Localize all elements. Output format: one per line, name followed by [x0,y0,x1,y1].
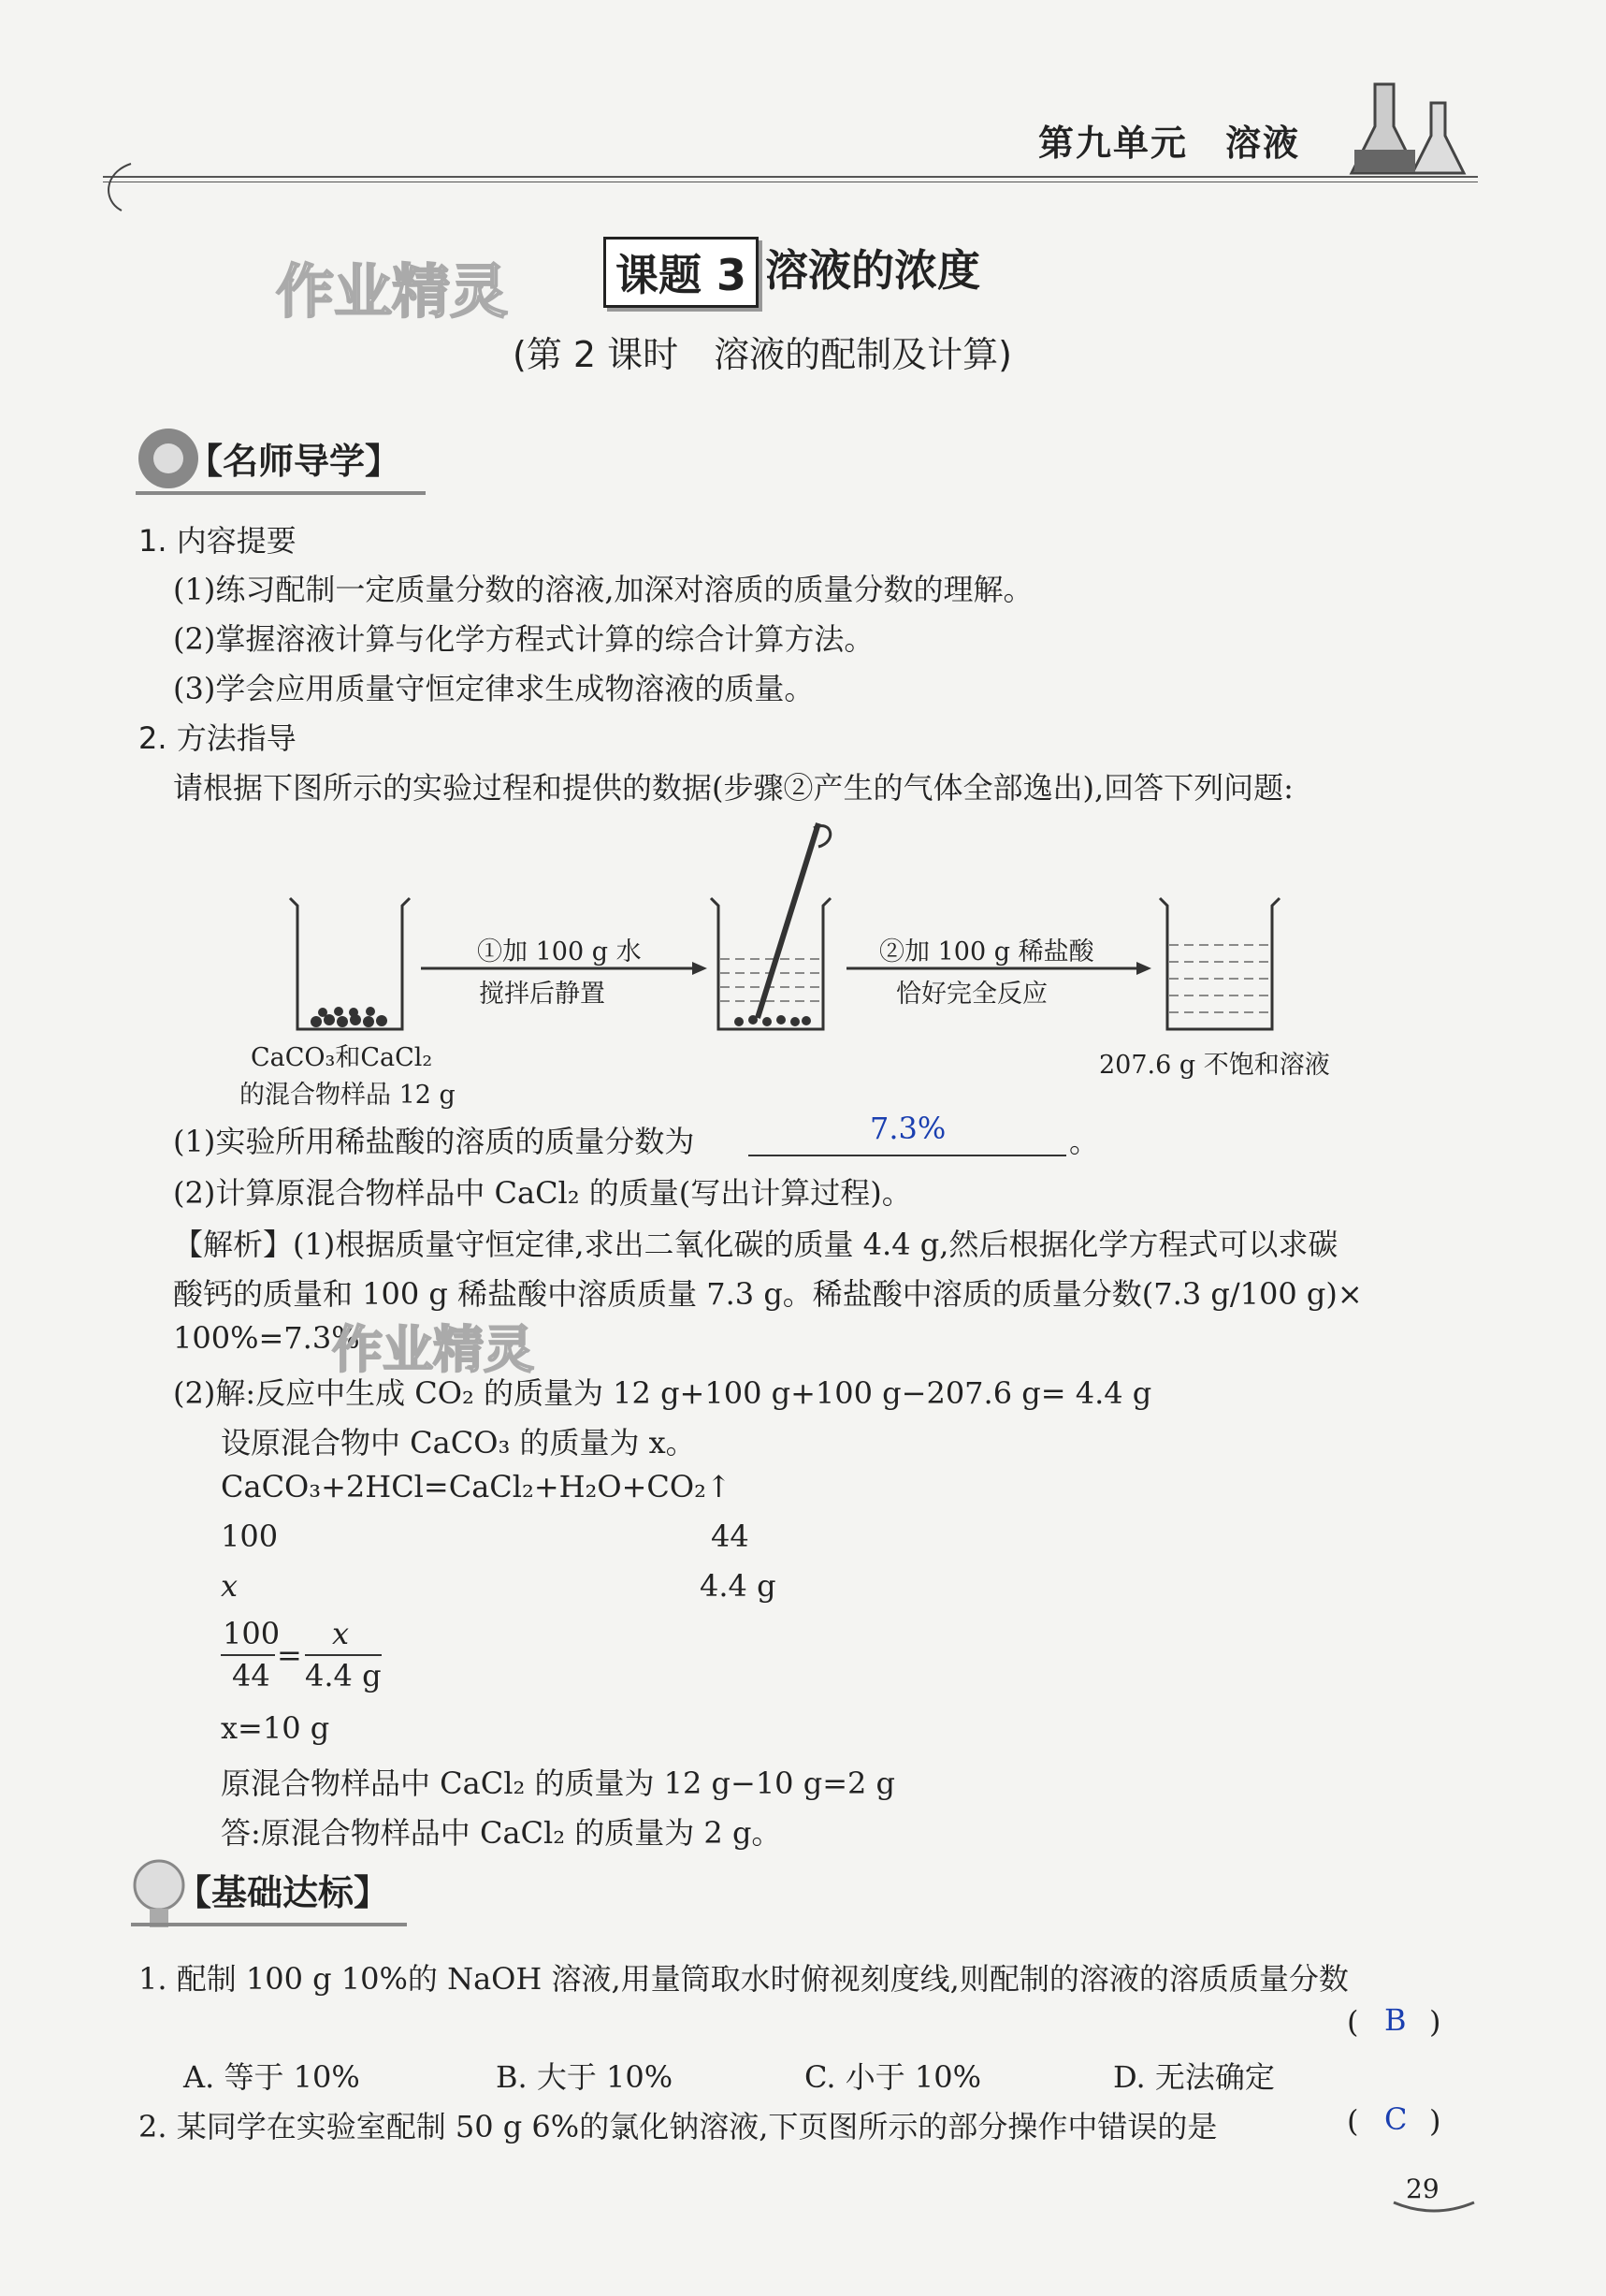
step2-top-label: ②加 100 g 稀盐酸 [879,937,1094,966]
method-intro: 请根据下图所示的实验过程和提供的数据(步骤②产生的气体全部逸出),回答下列问题: [173,770,1294,806]
section-title-guide: 【名师导学】 [187,441,401,482]
section-underline [136,491,426,495]
beaker-1 [290,898,410,1029]
molar-mass-2: 44 [711,1519,749,1554]
known-mass: 4.4 g [700,1568,776,1604]
analysis-line-3: 100%=7.3% [173,1320,360,1356]
step2-bottom-label: 恰好完全反应 [896,980,1048,1009]
question-1: (1)实验所用稀盐酸的溶质的质量分数为 [173,1124,695,1159]
result-label: 207.6 g 不饱和溶液 [1099,1051,1330,1080]
sample-label-1: CaCO₃和CaCl₂ [251,1043,433,1072]
fraction-bar-2 [305,1654,382,1656]
page-number: 29 [1406,2173,1440,2204]
option-b: B. 大于 10% [496,2059,673,2095]
summary-item-2: (2)掌握溶液计算与化学方程式计算的综合计算方法。 [173,621,875,657]
fraction-numerator-2: x [332,1616,350,1651]
step1-bottom-label: 搅拌后静置 [479,980,605,1009]
analysis-line-4: (2)解:反应中生成 CO₂ 的质量为 12 g+100 g+100 g−207.6 g= 4.4 g [173,1375,1152,1411]
answer-blank [748,1155,1066,1156]
subheading-summary: 1. 内容提要 [138,523,297,559]
beaker-3 [1160,898,1280,1029]
question-1-end: 。 [1069,1124,1100,1159]
exercise-2-paren-left: ( [1347,2103,1359,2139]
swirl-icon [94,154,150,220]
analysis-line-5: 设原混合物中 CaCO₃ 的质量为 x。 [221,1425,696,1460]
lesson-number-box: 课题 3 [603,237,759,308]
question-2: (2)计算原混合物样品中 CaCl₂ 的质量(写出计算过程)。 [173,1175,912,1211]
subheading-method: 2. 方法指导 [138,720,297,756]
section-underline-2 [131,1923,407,1926]
sample-label-2: 的混合物样品 12 g [239,1081,456,1110]
molar-mass-1: 100 [221,1519,279,1554]
header-rule [103,176,1478,178]
exercise-1-paren-right: ) [1429,2004,1441,2040]
section-title-basic: 【基础达标】 [176,1872,390,1913]
watermark-middle: 作业精灵 [332,1320,534,1379]
beaker-2 [711,823,831,1029]
analysis-line-7: 答:原混合物样品中 CaCl₂ 的质量为 2 g。 [221,1815,782,1851]
answer-q1: 7.3% [870,1111,947,1146]
experiment-diagram [234,805,1309,1048]
exercise-1-answer: B [1384,2002,1407,2038]
summary-item-3: (3)学会应用质量守恒定律求生成物溶液的质量。 [173,671,815,706]
exercise-1-paren-left: ( [1347,2004,1359,2040]
watermark-top: 作业精灵 [276,257,509,326]
page-number-ornament [1392,2199,1476,2217]
option-c: C. 小于 10% [804,2059,981,2095]
analysis-line-2: 酸钙的质量和 100 g 稀盐酸中溶质质量 7.3 g。稀盐酸中溶质的质量分数(7.3 g/100 g)× [173,1276,1363,1312]
step1-top-label: ①加 100 g 水 [477,937,642,966]
page-title: 溶液的浓度 [765,245,980,296]
glass-rod [758,823,818,1018]
exercise-2-paren-right: ) [1429,2103,1441,2139]
flask-icon [1347,75,1487,187]
unit-header: 第九单元 溶液 [1038,122,1301,164]
analysis-line-6: 原混合物样品中 CaCl₂ 的质量为 12 g−10 g=2 g [221,1766,896,1801]
exercise-2-answer: C [1384,2101,1408,2137]
result-x: x=10 g [221,1710,330,1746]
fraction-denominator-1: 44 [232,1658,270,1693]
page-subtitle: (第 2 课时 溶液的配制及计算) [513,334,1012,375]
unknown-1: x [221,1568,239,1604]
option-d: D. 无法确定 [1113,2059,1275,2095]
summary-item-1: (1)练习配制一定质量分数的溶液,加深对溶质的质量分数的理解。 [173,572,1034,607]
fraction-bar-1 [221,1654,275,1656]
fraction-equals: = [277,1637,302,1673]
exercise-2: 2. 某同学在实验室配制 50 g 6%的氯化钠溶液,下页图所示的部分操作中错误的是 [138,2109,1218,2144]
option-a: A. 等于 10% [183,2059,360,2095]
fraction-numerator-1: 100 [223,1616,281,1651]
analysis-line-1: 【解析】(1)根据质量守恒定律,求出二氧化碳的质量 4.4 g,然后根据化学方程式可以求碳 [173,1227,1338,1262]
fraction-denominator-2: 4.4 g [305,1658,382,1693]
exercise-1: 1. 配制 100 g 10%的 NaOH 溶液,用量筒取水时俯视刻度线,则配制的溶液的溶质质量分数 [138,1961,1349,1997]
chemical-equation: CaCO₃+2HCl=CaCl₂+H₂O+CO₂↑ [221,1469,731,1504]
